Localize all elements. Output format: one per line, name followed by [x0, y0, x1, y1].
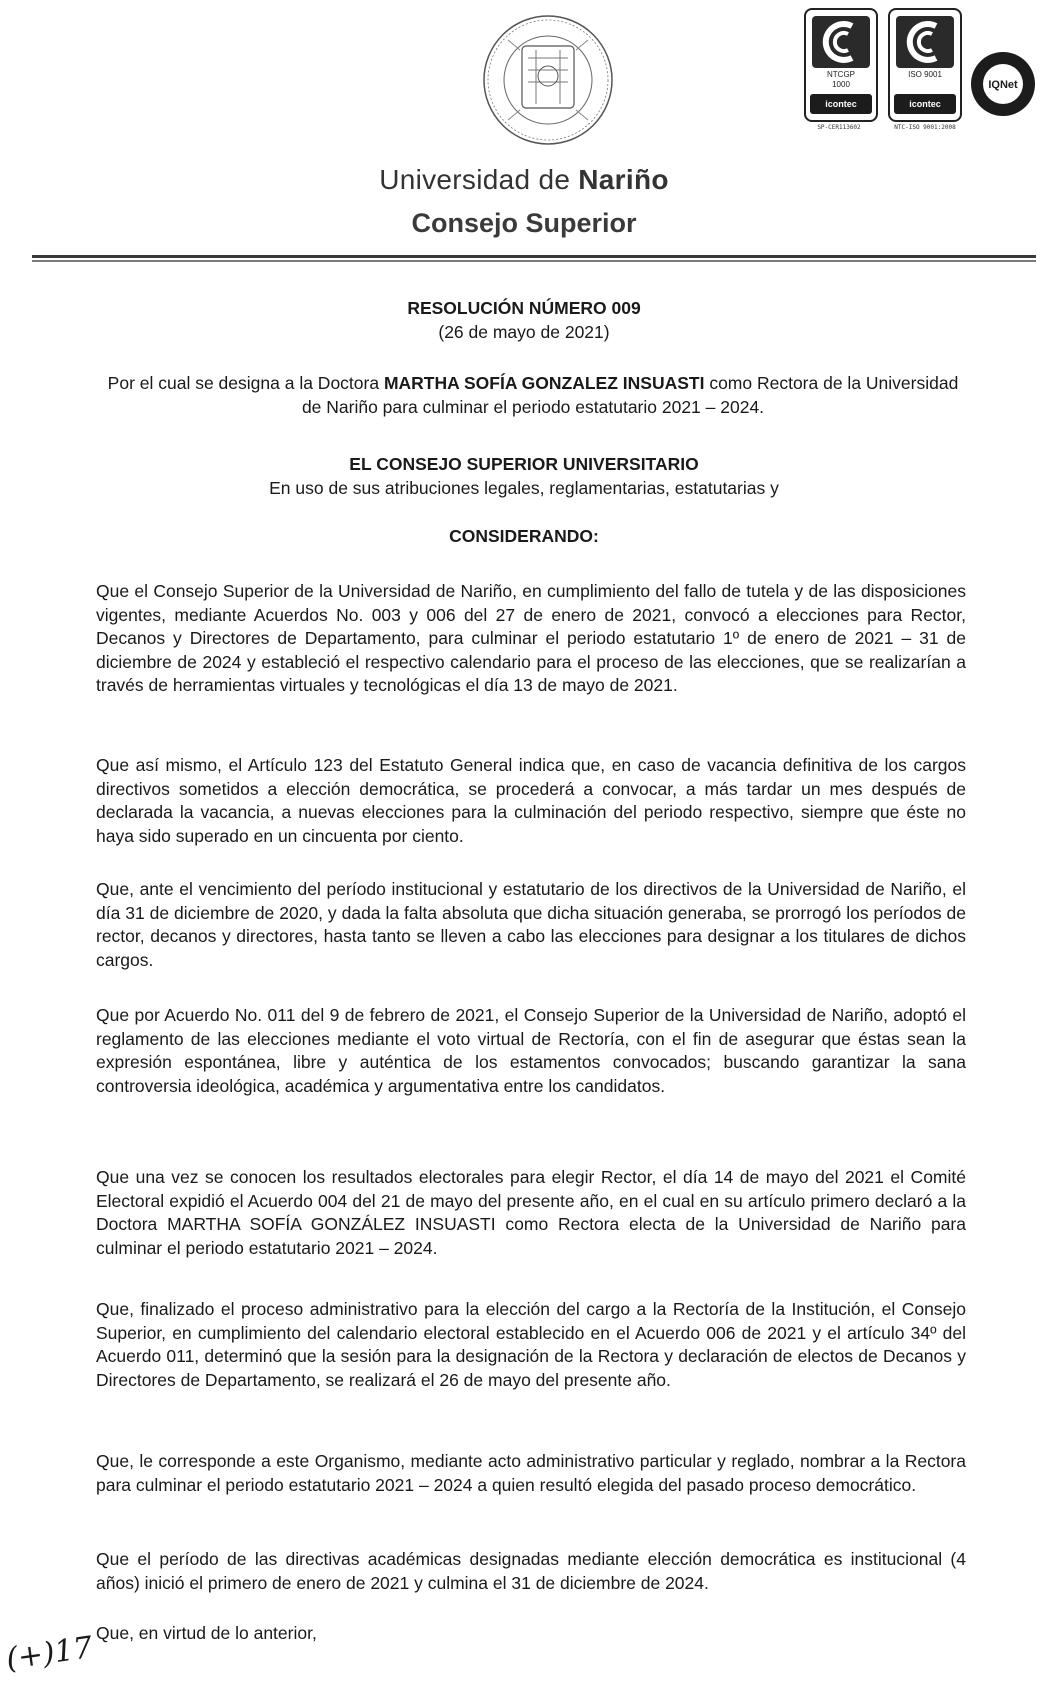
- considering-paragraph: Que, en virtud de lo anterior,: [96, 1623, 317, 1643]
- considering-paragraph: Que el período de las directivas académicas designadas mediante elección democrática es institucional (4 años) inició el primero de enero de 2021 y culmina el 31 de diciembre de 2024.: [96, 1549, 966, 1593]
- considering-paragraph: Que por Acuerdo No. 011 del 9 de febrero de 2021, el Consejo Superior de la Universidad de Nariño, adoptó el reglamento de las elecciones mediante el voto virtual de Rectoría, con el fin de asegurar que éstas sean la expresión espontánea, libre y auténtica de los estamentos convocados; buscando garantizar la sana controversia ideológica, académica y argumentativa entre los candidatos.: [96, 1005, 966, 1096]
- university-title: [0, 164, 1048, 196]
- subject-text: Por el cual se designa a la Doctora: [107, 373, 384, 393]
- resolution-subject: [100, 372, 966, 419]
- cert-brand: icontec: [894, 94, 956, 114]
- considering-heading: CONSIDERANDO:: [449, 526, 599, 546]
- cert-code-number: 1000: [832, 80, 850, 89]
- handwritten-page-note: (+)17: [3, 1630, 95, 1677]
- appointee-name: MARTHA SOFÍA GONZALEZ INSUASTI: [383, 373, 705, 393]
- considering-paragraph: Que el Consejo Superior de la Universidad de Nariño, en cumplimiento del fallo de tutela y de las disposiciones vigentes, mediante Acuerdos No. 003 y 006 del 27 de enero de 2021, convocó a elecciones para Rector, Decanos y Directores de Departamento, para culminar el periodo estatutario 1º de enero de 2021 – 31 de diciembre de 2024 y estableció el respectivo calendario para el proceso de las elecciones, que se realizarían a través de herramientas virtuales y tecnológicas el día 13 de mayo de 2021.: [96, 581, 966, 695]
- cert-code: NTCGP: [827, 70, 855, 79]
- cert-footer-code: NTC-ISO 9001:2008: [894, 124, 956, 131]
- header-divider: [32, 255, 1036, 258]
- council-heading: EL CONSEJO SUPERIOR UNIVERSITARIO: [349, 454, 699, 474]
- considering-paragraph: Que así mismo, el Artículo 123 del Estatuto General indica que, en caso de vacancia definitiva de los cargos directivos sometidos a elección democrática, se procederá a convocar, a más tardar un mes después de declarada la vacancia, a nuevas elecciones para la culminación del periodo respectivo, siempre que éste no haya sido superado en un cincuenta por ciento.: [96, 755, 966, 846]
- iso9001-certification-badge: [888, 8, 962, 122]
- university-seal: [478, 10, 618, 150]
- iqnet-certification-seal: [969, 50, 1037, 118]
- considering-paragraph: Que, ante el vencimiento del período institucional y estatutario de los directivos de la Universidad de Nariño, el día 31 de diciembre de 2020, y dada la falta absoluta que dicha situación generaba, se prorrogó los períodos de rector, decanos y directores, hasta tanto se lleven a cabo las elecciones para designar a los titulares de dichos cargos.: [96, 879, 966, 970]
- subject-text-end: como Rectora de la Universidad de Nariño para culminar el periodo estatutario 2021 – 2024.: [301, 373, 959, 417]
- icontec-logo-icon: [812, 16, 870, 68]
- cert-footer-code: SP-CER113602: [817, 124, 861, 131]
- resolution-number: RESOLUCIÓN NÚMERO 009: [407, 298, 641, 318]
- certification-logos: [804, 6, 1040, 138]
- council-title: Consejo Superior: [411, 208, 637, 238]
- university-prefix: Universidad de: [379, 164, 579, 195]
- resolution-date: (26 de mayo de 2021): [438, 322, 610, 342]
- considering-paragraph: Que una vez se conocen los resultados electorales para elegir Rector, el día 14 de mayo del 2021 el Comité Electoral expidió el Acuerdo 004 del 21 de mayo del presente año, en el cual en su artículo primero declaró a la Doctora MARTHA SOFÍA GONZÁLEZ INSUASTI como Rectora electa de la Universidad de Nariño para culminar el periodo estatutario 2021 – 2024.: [96, 1167, 966, 1258]
- attributions-line: En uso de sus atribuciones legales, reglamentarias, estatutarias y: [269, 478, 779, 498]
- iqnet-label: IQNet: [988, 79, 1018, 91]
- university-name: Nariño: [578, 164, 669, 195]
- cert-code: ISO 9001: [908, 70, 942, 79]
- header-divider-thin: [32, 260, 1036, 262]
- considering-paragraph: Que, le corresponde a este Organismo, mediante acto administrativo particular y reglado, nombrar a la Rectora para culminar el periodo estatutario 2021 – 2024 a quien resultó elegida del pasado proceso democrático.: [96, 1451, 966, 1495]
- cert-brand: icontec: [810, 94, 872, 114]
- ntcgp-certification-badge: [804, 8, 878, 122]
- considering-paragraph: Que, finalizado el proceso administrativo para la elección del cargo a la Rectoría de la Institución, el Consejo Superior, en cumplimiento del calendario electoral establecido en el Acuerdo 006 de 2021 y el artículo 34º del Acuerdo 011, determinó que la sesión para la designación de la Rectora y declaración de electos de Decanos y Directores de Departamento, se realizará el 26 de mayo del presente año.: [96, 1299, 966, 1390]
- icontec-logo-icon: [896, 16, 954, 68]
